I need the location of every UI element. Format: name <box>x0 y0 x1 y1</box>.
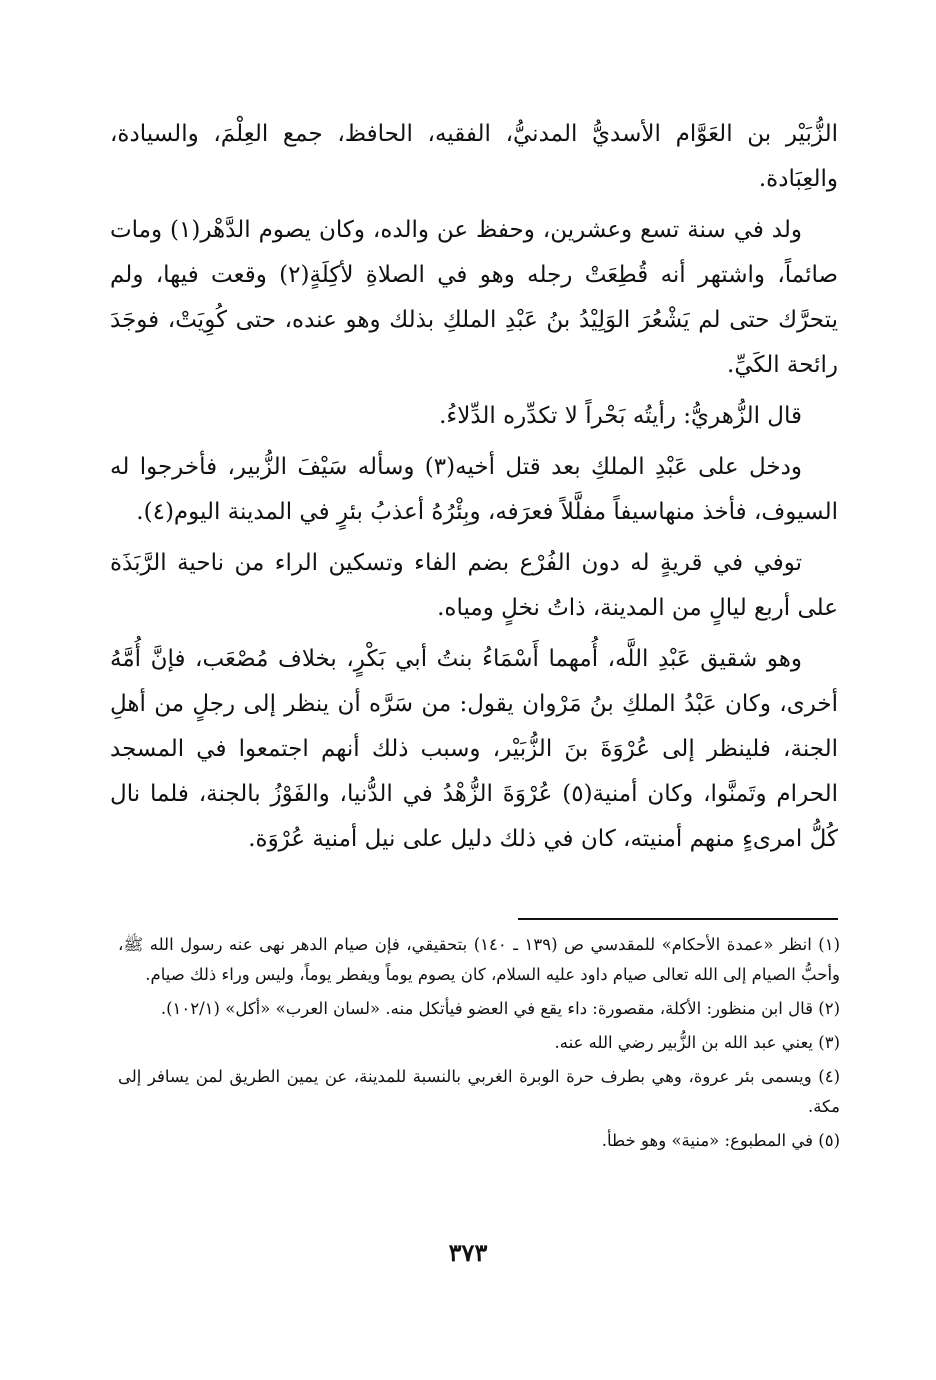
paragraph-1: الزُّبَيْر بن العَوَّام الأسديُّ المدنيُّ، الفقيه، الحافظ، جمع العِلْمَ، والسيادة، والعِبَادة. <box>110 121 838 192</box>
footnote-4: (٤) ويسمى بئر عروة، وهي بطرف حرة الوبرة الغربي بالنسبة للمدينة، عن يمين الطريق لمن يسافر إلى مكة. <box>118 1067 840 1116</box>
page-number: ٣٧٣ <box>448 1238 488 1267</box>
footnote-divider <box>518 918 838 920</box>
footnote-1: (١) انظر «عمدة الأحكام» للمقدسي ص (١٣٩ ـ ١٤٠) بتحقيقي، فإن صيام الدهر نهى عنه رسول الله ﷺ، وأحبُّ الصيام إلى الله تعالى صيام داود عليه السلام، كان يصوم يوماً ويفطر يوماً، وليس وراء ذلك صيام. <box>118 935 840 984</box>
paragraph-2: ولد في سنة تسع وعشرين، وحفظ عن والده، وكان يصوم الدَّهْر(١) ومات صائماً، واشتهر أنه قُطِعَتْ رجله وهو في الصلاةِ لأكِلَةٍ(٢) وقعت فيها، ولم يتحرَّك حتى لم يَشْعُرَ الوَلِيْدُ بنُ عَبْدِ الملكِ بذلك وهو عنده، حتى كُوِيَتْ، فوجَدَ رائحة الكَيِّ. <box>110 217 839 378</box>
paragraph-4: ودخل على عَبْدِ الملكِ بعد قتل أخيه(٣) وسأله سَيْفَ الزُّبير، فأخرجوا له السيوف، فأخذ منهاسيفاً مفلَّلاً فعرَفه، وبِئْرُهُ أعذبُ بئرٍ في المدينة اليوم(٤). <box>110 454 838 525</box>
footnotes <box>118 930 840 1160</box>
paragraph-6: وهو شقيق عَبْدِ اللَّه، أُمهما أَسْمَاءُ بنتُ أبي بَكْرٍ، بخلاف مُصْعَب، فإنَّ أُمَّهُ أخرى، وكان عَبْدُ الملكِ بنُ مَرْوان يقول: من سَرَّه أن ينظر إلى رجلٍ من أهلِ الجنة، فلينظر إلى عُرْوَةَ بنَ الزُّبَيْر، وسبب ذلك أنهم اجتمعوا في المسجد الحرام وتَمنَّوا، وكان أمنية(٥) عُرْوَةَ الزُّهْدُ في الدُّنيا، والفَوْزُ بالجنة، فلما نال كُلُّ امرىءٍ منهم أمنيته، كان في ذلك دليل على نيل أمنية عُرْوَة. <box>110 646 838 852</box>
main-text <box>110 112 838 868</box>
footnote-5: (٥) في المطبوع: «منية» وهو خطأ. <box>601 1131 840 1150</box>
footnote-3: (٣) يعني عبد الله بن الزُّبير رضي الله عنه. <box>554 1033 840 1052</box>
paragraph-3: قال الزُّهريُّ: رأيتُه بَحْراً لا تكدِّره الدِّلاءُ. <box>439 403 802 429</box>
paragraph-5: توفي في قريةٍ له دون الفُرْع بضم الفاء وتسكين الراء من ناحية الرَّبَذَة على أربع ليالٍ من المدينة، ذاتُ نخلٍ ومياه. <box>110 550 838 621</box>
footnote-2: (٢) قال ابن منظور: الأكلة، مقصورة: داء يقع في العضو فيأتكل منه. «لسان العرب» «أكل» (١٠٢/١). <box>160 999 840 1018</box>
